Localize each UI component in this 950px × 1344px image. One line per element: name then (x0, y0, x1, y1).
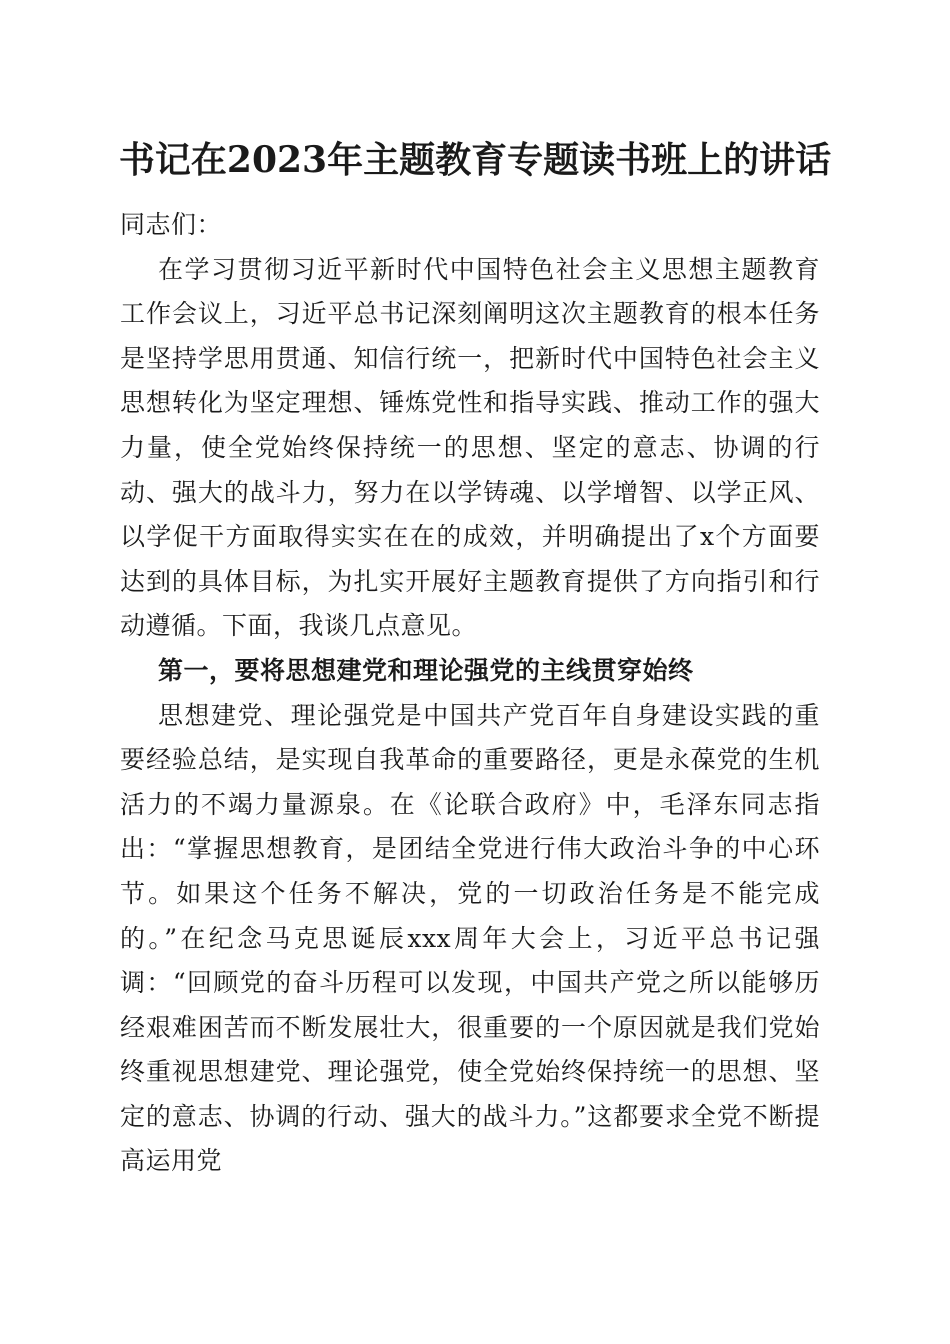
section-heading: 第一，要将思想建党和理论强党的主线贯穿始终 (158, 655, 694, 685)
section-paragraph: 思想建党、理论强党是中国共产党百年自身建设实践的重要经验总结，是实现自我革命的重要路径，更是永葆党的生机活力的不竭力量源泉。在《论联合政府》中，毛泽东同志指出：“掌握思想教育，是团结全党进行伟大政治斗争的中心环节。如果这个任务不解决，党的一切政治任务是不能完成的。”在纪念马克思诞辰xxx周年大会上，习近平总书记强调：“回顾党的奋斗历程可以发现，中国共产党之所以能够历经艰难困苦而不断发展壮大，很重要的一个原因就是我们党始终重视思想建党、理论强党，使全党始终保持统一的思想、坚定的意志、协调的行动、强大的战斗力。”这都要求全党不断提高运用党 (120, 700, 820, 1176)
intro-paragraph: 在学习贯彻习近平新时代中国特色社会主义思想主题教育工作会议上，习近平总书记深刻阐明这次主题教育的根本任务是坚持学思用贯通、知信行统一，把新时代中国特色社会主义思想转化为坚定理想、锤炼党性和指导实践、推动工作的强大力量，使全党始终保持统一的思想、坚定的意志、协调的行动、强大的战斗力，努力在以学铸魂、以学增智、以学正风、以学促干方面取得实实在在的成效，并明确提出了x个方面要达到的具体目标，为扎实开展好主题教育提供了方向指引和行动遵循。下面，我谈几点意见。 (120, 254, 820, 641)
document-body (120, 203, 820, 1184)
salutation: 同志们： (120, 210, 223, 239)
document-title: 书记在2023年主题教育专题读书班上的讲话 (118, 139, 832, 181)
